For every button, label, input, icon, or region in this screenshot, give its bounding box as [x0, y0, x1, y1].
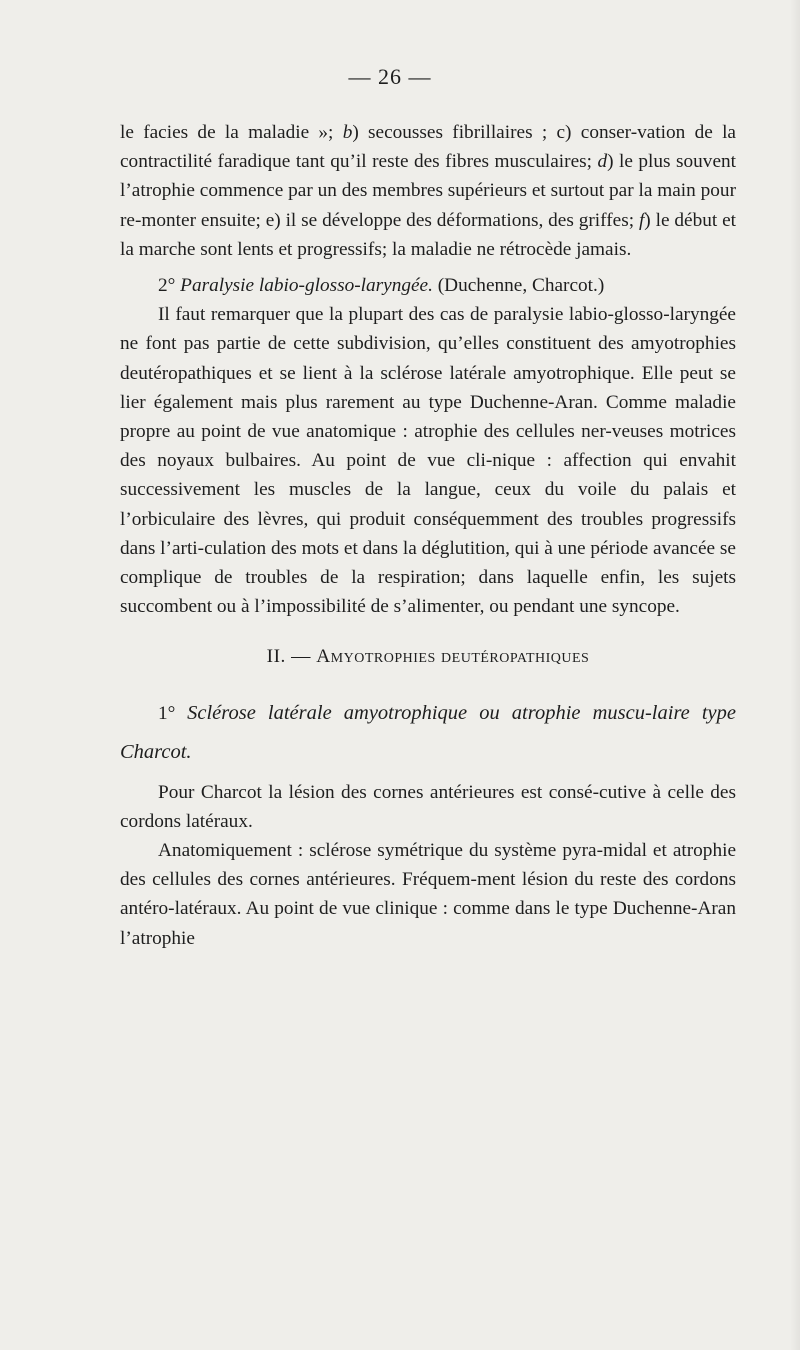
subsection-heading-sclerose	[120, 694, 736, 772]
chapter-heading	[120, 642, 736, 671]
paragraph-charcot: Pour Charcot la lésion des cornes antérieures est consé-cutive à celle des cordons latéraux.	[120, 781, 736, 832]
section-number: 2°	[158, 275, 181, 297]
paragraph-paralysie: Il faut remarquer que la plupart des cas de paralysie labio-glosso-laryngée ne font pas partie de cette subdivision, qu’elles constituent des amyotrophies deutéropathiques et se lient à la sclérose latérale amyotrophique. Elle peut se lier également mais plus rarement au type Duchenne-Aran. Comme maladie propre au point de vue anatomique : atrophie des cellules ner-veuses motrices des noyaux bulbaires. Au point de vue cli-nique : affection qui envahit successivement les muscles de la langue, ceux du voile du palais et l’orbiculaire des lèvres, qui produit conséquemment des troubles progressifs dans l’arti-culation des mots et dans la déglutition, qui à une période avancée se complique de troubles de la respiration; dans laquelle enfin, les sujets succombent ou à l’impossibilité de s’alimenter, ou pendant une syncope.	[120, 304, 736, 618]
section-heading-paralysie	[120, 271, 736, 300]
list-label-f: f	[638, 209, 645, 231]
page-number: — 26 —	[348, 64, 432, 89]
chapter-numeral: II.	[266, 646, 286, 668]
section-authors: (Duchenne, Charcot.)	[432, 275, 605, 297]
paragraph-text: ) le plus souvent l’atrophie commence par un des membres supérieurs et surtout par la main pour re-monter ensuite; e) il se développe des déformations, des griffes;	[120, 151, 736, 231]
paragraph-text: ) secousses fibrillaires ; c) conser-vation de la contractilité faradique tant qu’il reste des fibres musculaires;	[120, 122, 736, 173]
paragraph-text: le facies de la maladie »;	[120, 122, 343, 143]
list-label-d: d	[597, 151, 608, 173]
page-edge-shadow	[790, 0, 800, 1350]
subsection-number: 1°	[158, 702, 188, 724]
page-body	[120, 118, 736, 953]
chapter-dash: —	[285, 646, 317, 668]
subsection-title: Sclérose latérale amyotrophique ou atrophie muscu-laire type Charcot.	[120, 701, 737, 763]
list-label-b: b	[342, 122, 353, 143]
paragraph-symptoms-list	[120, 118, 736, 264]
section-title: Paralysie labio-glosso-laryngée.	[180, 275, 433, 297]
chapter-title: Amyotrophies deutéropathiques	[316, 646, 590, 668]
paragraph-text: ) le début et la marche sont lents et progressifs; la maladie ne rétrocède jamais.	[120, 209, 736, 260]
paragraph-anatomie: Anatomiquement : sclérose symétrique du système pyra-midal et atrophie des cellules des cornes antérieures. Fréquem-ment lésion du reste des cordons antéro-latéraux. Au point de vue clinique : comme dans le type Duchenne-Aran l’atrophie	[120, 840, 736, 949]
